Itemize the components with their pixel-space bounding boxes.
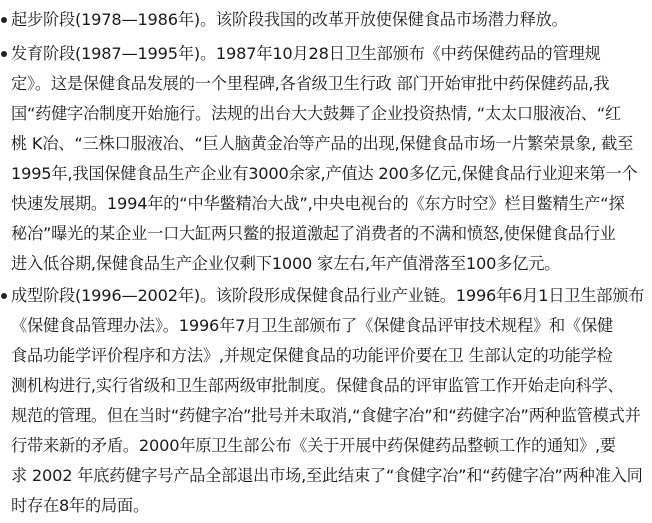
text-line: 起步阶段(1978—1986年)。该阶段我国的改革开放使保健食品市场潜力释放。: [11, 10, 568, 29]
text-line: 食品功能学评价程序和方法》,并规定保健食品的功能评价要在卫 生部认定的功能学检: [11, 346, 613, 365]
text-line: 快速发展期。1994年的“中华鳖精冶大战”,中央电视台的《东方时空》栏目鳖精生产“探: [11, 194, 625, 213]
text-line: 成型阶段(1996—2002年)。该阶段形成保健食品行业产业链。1996年6月1日卫生部颁布: [11, 286, 645, 305]
text-line: 《保健食品管理办法》。1996年7月卫生部颁布了《保健食品评审技术规程》和《保健: [11, 316, 613, 335]
text-line: 桃 K冶、“三株口服液冶、“巨人脑黄金冶等产品的出现,保健食品市场一片繁荣景象, 截至: [11, 134, 634, 153]
text-line: 国“药健字冶制度开始施行。法规的出台大大鼓舞了企业投资热情, “太太口服液冶、“红: [11, 104, 621, 123]
text-line: 时存在8年的局面。: [11, 496, 149, 515]
text-line: 1995年,我国保健食品生产企业有3000余家,产值达 200多亿元,保健食品行业迎来第一个: [11, 164, 638, 183]
text-line: 发育阶段(1987—1995年)。1987年10月28日卫生部颁布《中药保健药品的管理规: [11, 44, 601, 63]
text-line: 行带来新的矛盾。2000年原卫生部公布《关于开展中药保健药品整顿工作的通知》,要: [11, 436, 616, 455]
text-line: 进入低谷期,保健食品生产企业仅剩下1000 家左右,年产值滑落至100多亿元。: [11, 254, 561, 273]
text-line: 规范的管理。但在当时“药健字冶”批号并未取消,“食健字冶”和“药健字冶”两种监管模式并: [11, 406, 641, 425]
text-line: 秘冶”曝光的某企业一口大缸两只鳖的报道激起了消费者的不满和愤怒,使保健食品行业: [11, 224, 616, 243]
text-line: 定》。这是保健食品发展的一个里程碑,各省级卫生行政 部门开始审批中药保健药品,我: [11, 74, 610, 93]
text-line: 求 2002 年底药健字号产品全部退出市场,至此结束了“食健字冶”和“药健字冶”两种准入同: [11, 466, 643, 485]
bullet-dot: [1, 293, 7, 299]
bullet-dot: [1, 17, 7, 23]
text-line: 测机构进行,实行省级和卫生部两级审批制度。保健食品的评审监管工作开始走向科学、: [11, 376, 624, 395]
bullet-dot: [1, 51, 7, 57]
